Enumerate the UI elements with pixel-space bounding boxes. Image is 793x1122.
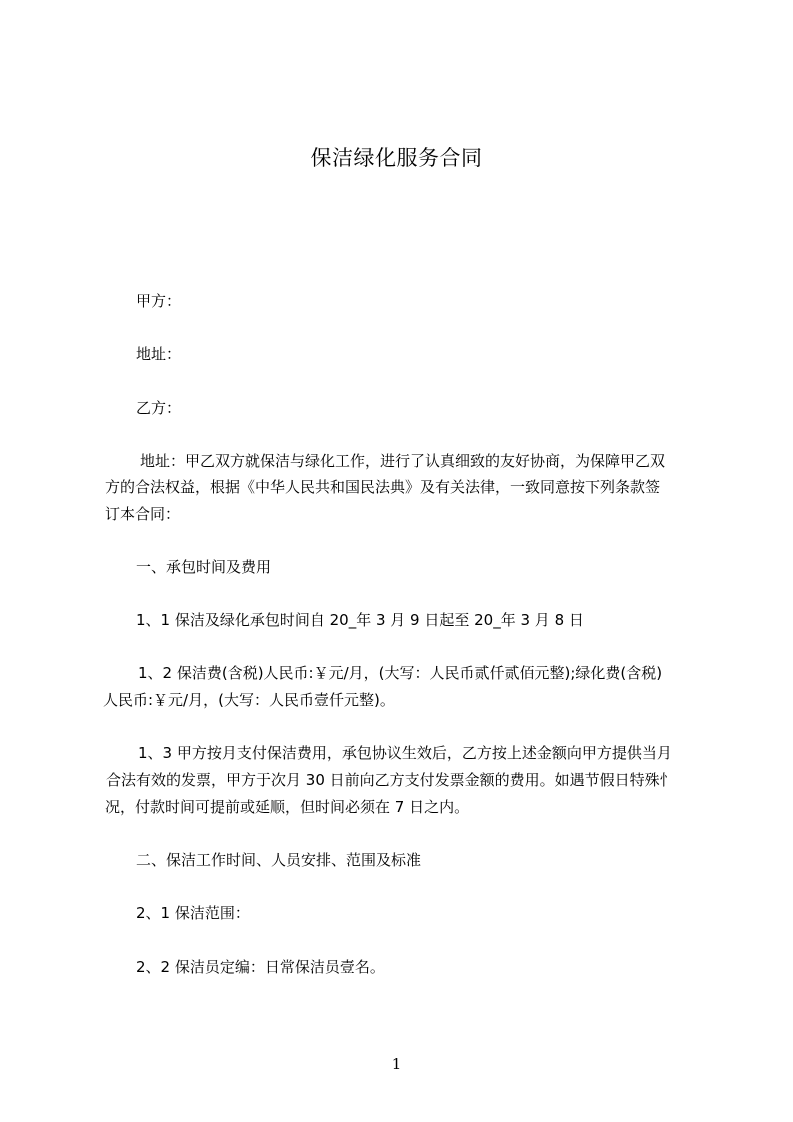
section-heading: 二、保洁工作时间、人员安排、范围及标准 [136,851,422,869]
page-number: 1 [391,1055,402,1073]
party-b-label: 乙方： [136,399,182,417]
clause-line: 况，付款时间可提前或延顺，但时间必须在 7 日之内。 [105,798,470,816]
clause-line: 1、1 保洁及绿化承包时间自 20_年 3 月 9 日起至 20_年 3 月 8 日 [136,611,584,629]
body-line: 订本合同： [105,505,181,523]
clause-line: 合法有效的发票，甲方于次月 30 日前向乙方支付发票金额的费用。如遇节假日特殊忄 [106,771,675,789]
clause-line: 2、2 保洁员定编：日常保洁员壹名。 [136,958,385,976]
page-title: 保洁绿化服务合同 [310,146,483,170]
clause-line: 人民币:￥元/月，(大写：人民币壹仟元整)。 [103,691,395,709]
clause-line: 1、3 甲方按月支付保洁费用，承包协议生效后，乙方按上述金额向甲方提供当月 [138,744,672,762]
body-line: 方的合法权益，根据《中华人民共和国民法典》及有关法律，一致同意按下列条款签 [105,478,661,496]
clause-line: 1、2 保洁费(含税)人民币:￥元/月，(大写：人民币贰仟贰佰元整);绿化费(含税) [138,664,663,682]
clause-line: 2、1 保洁范围： [136,904,250,922]
section-heading: 一、承包时间及费用 [136,558,272,576]
body-line: 地址：甲乙双方就保洁与绿化工作，进行了认真细致的友好协商，为保障甲乙双 [140,452,666,470]
party-a-label: 甲方： [136,292,182,310]
address-label: 地址： [136,345,182,363]
